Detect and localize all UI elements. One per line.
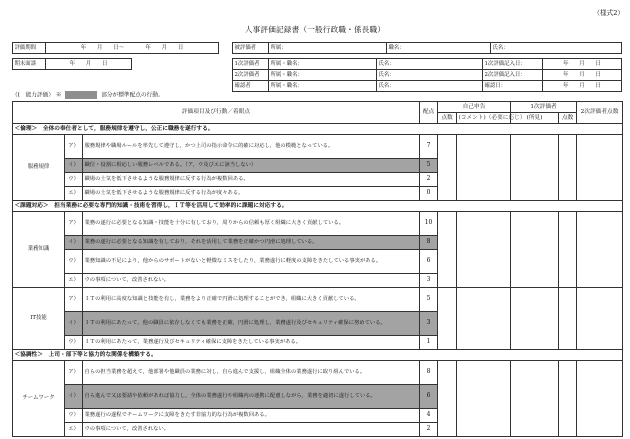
evaluator-label: 確認者 xyxy=(233,81,269,92)
behavior-text: 服務規律や職場ルールを率先して遵守し，かつ上司の指示命令に的確に対応し，他の模範となっている。 xyxy=(83,135,420,159)
interview-date-field[interactable]: 年 月 日 xyxy=(46,59,132,70)
behavior-mark: イ） xyxy=(65,385,83,409)
behavior-points: 5 xyxy=(420,159,438,173)
evaluatee-name-field[interactable]: 氏名： xyxy=(491,43,622,54)
evaluator-row xyxy=(233,81,622,92)
behavior-text: ＩＴの利用に高度な知識と技能を有し，業務をより正確で円滑に処理することができ，組織に大きく貢献している。 xyxy=(83,288,420,312)
first-score-cell[interactable] xyxy=(559,212,577,288)
evaluator-date-field[interactable]: 年 月 日 xyxy=(543,70,622,81)
evaluator-name-field[interactable]: 氏名： xyxy=(377,59,483,70)
form-number: （様式2） xyxy=(593,9,624,17)
period-label: 評価期間 xyxy=(13,43,46,54)
behavior-text: 業務の遂行に必要となる知識・技能を十分に有しており，周りからの信頼も厚く組織に大きく貢献している。 xyxy=(83,212,420,236)
second-score-cell[interactable] xyxy=(577,288,623,350)
first-comment-cell[interactable] xyxy=(511,212,559,288)
evaluatee-label: 被評価者 xyxy=(233,43,269,54)
evaluator-label: 2次評価者 xyxy=(233,70,269,81)
header-item: 評価項目及び行動／着眼点 xyxy=(13,102,420,124)
period-value-field[interactable]: 年 月 日〜 年 月 日 xyxy=(46,43,219,54)
note-prefix: （Ⅰ 能力評価） xyxy=(12,92,55,99)
section-title-row xyxy=(13,350,623,361)
behavior-mark: エ） xyxy=(65,274,83,288)
behavior-text: ＩＴの利用にあたって，業務遂行及びセキュリティ確保に支障をきたしている事実がある。 xyxy=(83,336,420,350)
self-score-cell[interactable] xyxy=(438,135,457,201)
first-comment-cell[interactable] xyxy=(511,135,559,201)
behavior-points: 2 xyxy=(420,173,438,187)
first-comment-cell[interactable] xyxy=(511,361,559,437)
evaluator-date-label: 1次評価記入日： xyxy=(483,59,543,70)
behavior-text: 業務知識の不足により，他からのサポートがないと軽微なミスをしたり，業務遂行に軽度の支障をきたしている事実がある。 xyxy=(83,250,420,274)
evaluator-name-field[interactable]: 氏名： xyxy=(377,70,483,81)
interview-table xyxy=(12,58,132,70)
behavior-mark: ア） xyxy=(65,288,83,312)
behavior-points: 5 xyxy=(420,288,438,312)
period-table xyxy=(12,42,219,54)
behavior-points: 0 xyxy=(420,187,438,201)
evaluatee-post-field[interactable]: 職名： xyxy=(387,43,491,54)
evaluator-affiliation-field[interactable]: 所属・職名： xyxy=(269,59,377,70)
evaluatee-affiliation-field[interactable]: 所属： xyxy=(269,43,387,54)
self-score-cell[interactable] xyxy=(438,212,457,288)
first-score-cell[interactable] xyxy=(559,288,577,350)
behavior-mark: ウ） xyxy=(65,250,83,274)
evaluator-date-field[interactable]: 年 月 日 xyxy=(543,59,622,70)
behavior-row xyxy=(13,212,623,236)
second-score-cell[interactable] xyxy=(577,135,623,201)
evaluator-label: 1次評価者 xyxy=(233,59,269,70)
behavior-text: 自らの担当業務を超えて，他部署や他職員の業務に対し，自ら進んで支援し，組織全体の業務遂行に取り組んでいる。 xyxy=(83,361,420,385)
group-name: 服務規律 xyxy=(13,135,65,201)
self-score-cell[interactable] xyxy=(438,361,457,437)
header-first: 1次評価者 xyxy=(511,102,577,113)
self-comment-cell[interactable] xyxy=(457,288,511,350)
behavior-mark: エ） xyxy=(65,187,83,201)
behavior-points: 6 xyxy=(420,250,438,274)
evaluator-name-field[interactable]: 氏名： xyxy=(377,81,483,92)
header-self-comment: (コメント)（必要に応じ） xyxy=(457,113,511,124)
evaluator-row xyxy=(233,59,622,70)
evaluator-date-field[interactable]: 年 月 日 xyxy=(543,81,622,92)
behavior-points: 4 xyxy=(420,409,438,423)
evaluators-table xyxy=(232,58,622,92)
document-title: 人事評価記録書（一般行政職・係長職） xyxy=(244,25,386,34)
behavior-mark: イ） xyxy=(65,236,83,250)
behavior-text: 職場の士気を低下させるような服務規律に反する行為が複数回ある。 xyxy=(83,173,420,187)
header-second: 2次評価者点数 xyxy=(577,102,623,124)
header-self: 自己申告 xyxy=(438,102,511,113)
behavior-points: 3 xyxy=(420,274,438,288)
header-first-comment: (所見) xyxy=(511,113,559,124)
behavior-mark: ウ） xyxy=(65,409,83,423)
section-title: ＜倫理＞ 全体の奉仕者として，服務規律を遵守し，公正に職務を遂行する。 xyxy=(13,124,623,135)
evaluatee-table xyxy=(232,42,622,54)
first-score-cell[interactable] xyxy=(559,361,577,437)
first-comment-cell[interactable] xyxy=(511,288,559,350)
first-score-cell[interactable] xyxy=(559,135,577,201)
behavior-points: 8 xyxy=(420,361,438,385)
behavior-row xyxy=(13,288,623,312)
header-self-score: 点数 xyxy=(438,113,457,124)
note-marker: ※ xyxy=(55,92,62,99)
behavior-row xyxy=(13,135,623,159)
group-name: IT技能 xyxy=(13,288,65,350)
self-comment-cell[interactable] xyxy=(457,361,511,437)
header-first-score: 点数 xyxy=(559,113,577,124)
behavior-points: 3 xyxy=(420,312,438,336)
evaluator-affiliation-field[interactable]: 所属・職名： xyxy=(269,70,377,81)
interview-label: 期末面談 xyxy=(13,59,46,70)
behavior-text: 職場の士気を低下させるような服務規律に反する行為が度々ある。 xyxy=(83,187,420,201)
self-comment-cell[interactable] xyxy=(457,212,511,288)
evaluation-table xyxy=(12,101,623,437)
behavior-mark: ウ） xyxy=(65,336,83,350)
behavior-mark: イ） xyxy=(65,312,83,336)
behavior-text: 業務の遂行に必要となる知識を有しており，それを活用して業務を正確かつ円滑に処理している。 xyxy=(83,236,420,250)
evaluator-affiliation-field[interactable]: 所属・職名： xyxy=(269,81,377,92)
behavior-text: ウの事項について，改善されない。 xyxy=(83,423,420,437)
group-name: チームワーク xyxy=(13,361,65,437)
header-points: 配点 xyxy=(420,102,438,124)
behavior-row xyxy=(13,361,623,385)
behavior-mark: ア） xyxy=(65,212,83,236)
note-suffix: 部分が標準配点の行動。 xyxy=(101,92,164,99)
behavior-points: 8 xyxy=(420,236,438,250)
behavior-points: 7 xyxy=(420,135,438,159)
behavior-points: 6 xyxy=(420,385,438,409)
group-name: 業務知識 xyxy=(13,212,65,288)
self-score-cell[interactable] xyxy=(438,288,457,350)
behavior-mark: ウ） xyxy=(65,173,83,187)
section-title-row xyxy=(13,124,623,135)
section-title: ＜課題対応＞ 担当業務に必要な専門的知識・技術を習得し，ＩＴ等を活用して効率的に課題に対応する。 xyxy=(13,201,623,212)
standard-shade-swatch xyxy=(65,91,97,99)
behavior-mark: エ） xyxy=(65,423,83,437)
behavior-mark: ア） xyxy=(65,135,83,159)
behavior-points: 2 xyxy=(420,423,438,437)
second-score-cell[interactable] xyxy=(577,361,623,437)
section-title-row xyxy=(13,201,623,212)
behavior-text: 職位・役割に相応しい服務レベルである。（ア，ウ及びエに該当しない） xyxy=(83,159,420,173)
behavior-text: 業務遂行の遂程でチームワークに支障をきたす非協力的な行為が複数回ある。 xyxy=(83,409,420,423)
second-score-cell[interactable] xyxy=(577,212,623,288)
behavior-text: 自ら進んで又は要請や依頼があれば協力し，全体の業務遂行や組織内の連携に配慮しながら，業務を適切に遂行している。 xyxy=(83,385,420,409)
behavior-points: 1 xyxy=(420,336,438,350)
scoring-note xyxy=(12,91,164,99)
self-comment-cell[interactable] xyxy=(457,135,511,201)
evaluator-date-label: 2次評価記入日： xyxy=(483,70,543,81)
behavior-mark: イ） xyxy=(65,159,83,173)
behavior-mark: ア） xyxy=(65,361,83,385)
behavior-text: ＩＴの利用にあたって，他の職員に依存しなくても業務を正確，円滑に処理し，業務遂行及びセキュリティ確保に努めている。 xyxy=(83,312,420,336)
evaluator-row xyxy=(233,70,622,81)
behavior-text: ウの事項について，改善されない。 xyxy=(83,274,420,288)
section-title: ＜協調性＞ 上司・部下等と協力的な関係を構築する。 xyxy=(13,350,623,361)
behavior-points: 10 xyxy=(420,212,438,236)
evaluator-date-label: 確認日： xyxy=(483,81,543,92)
